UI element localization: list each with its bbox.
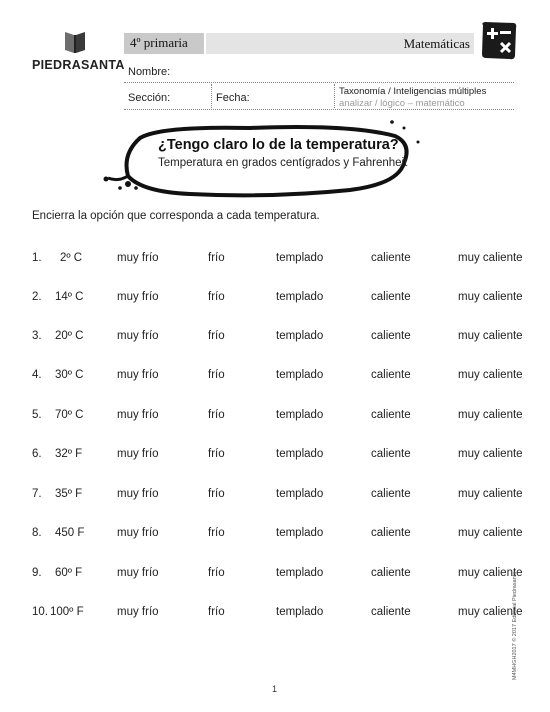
- option-muy-frio[interactable]: muy frío: [117, 448, 159, 460]
- item-number: 6.: [32, 448, 42, 460]
- option-caliente[interactable]: caliente: [371, 252, 411, 264]
- option-muy-caliente[interactable]: muy caliente: [458, 567, 523, 579]
- option-muy-frio[interactable]: muy frío: [117, 291, 159, 303]
- section-label: Sección:: [128, 92, 171, 104]
- option-muy-frio[interactable]: muy frío: [117, 527, 159, 539]
- section-divider: [211, 84, 212, 108]
- option-muy-caliente[interactable]: muy caliente: [458, 448, 523, 460]
- taxonomy-values: analizar / lógico – matemático: [339, 98, 465, 109]
- option-muy-frio[interactable]: muy frío: [117, 488, 159, 500]
- list-item: [0, 567, 550, 583]
- option-muy-caliente[interactable]: muy caliente: [458, 488, 523, 500]
- option-caliente[interactable]: caliente: [371, 409, 411, 421]
- activity-subtitle: Temperatura en grados centígrados y Fahrenheit: [158, 157, 408, 169]
- option-frio[interactable]: frío: [208, 369, 225, 381]
- section-line: [124, 109, 514, 110]
- item-number: 7.: [32, 488, 42, 500]
- option-muy-caliente[interactable]: muy caliente: [458, 252, 523, 264]
- math-operations-icon: [480, 21, 518, 61]
- list-item: [0, 448, 550, 464]
- option-caliente[interactable]: caliente: [371, 606, 411, 618]
- subject-label: Matemáticas: [403, 36, 470, 51]
- item-temperature: 14º C: [55, 291, 84, 303]
- date-divider: [334, 84, 335, 108]
- option-frio[interactable]: frío: [208, 606, 225, 618]
- option-frio[interactable]: frío: [208, 291, 225, 303]
- instructions: Encierra la opción que corresponda a cada temperatura.: [32, 210, 320, 222]
- option-caliente[interactable]: caliente: [371, 567, 411, 579]
- option-muy-caliente[interactable]: muy caliente: [458, 330, 523, 342]
- item-temperature: 60º F: [55, 567, 83, 579]
- copyright-note: M4MHGH2017 © 2017 Editorial Piedrasanta: [512, 571, 518, 680]
- list-item: [0, 252, 550, 268]
- item-temperature: 100º F: [50, 606, 84, 618]
- page-number: 1: [272, 684, 278, 694]
- book-logo-icon: [64, 30, 86, 54]
- list-item: [0, 291, 550, 307]
- option-frio[interactable]: frío: [208, 567, 225, 579]
- taxonomy-label: Taxonomía / Inteligencias múltiples: [339, 86, 487, 97]
- list-item: [0, 527, 550, 543]
- item-temperature: 30º C: [55, 369, 84, 381]
- option-muy-caliente[interactable]: muy caliente: [458, 369, 523, 381]
- option-frio[interactable]: frío: [208, 488, 225, 500]
- list-item: [0, 330, 550, 346]
- option-muy-frio[interactable]: muy frío: [117, 369, 159, 381]
- option-muy-frio[interactable]: muy frío: [117, 252, 159, 264]
- option-templado[interactable]: templado: [276, 488, 324, 500]
- list-item: [0, 409, 550, 425]
- option-frio[interactable]: frío: [208, 527, 225, 539]
- name-label: Nombre:: [128, 66, 171, 78]
- item-temperature: 70º C: [55, 409, 84, 421]
- option-templado[interactable]: templado: [276, 448, 324, 460]
- option-templado[interactable]: templado: [276, 291, 324, 303]
- option-templado[interactable]: templado: [276, 606, 324, 618]
- option-frio[interactable]: frío: [208, 330, 225, 342]
- option-frio[interactable]: frío: [208, 409, 225, 421]
- item-number: 1.: [32, 252, 42, 264]
- publisher-logo: PIEDRASANTA: [32, 58, 125, 72]
- option-templado[interactable]: templado: [276, 369, 324, 381]
- option-caliente[interactable]: caliente: [371, 527, 411, 539]
- option-muy-caliente[interactable]: muy caliente: [458, 409, 523, 421]
- item-number: 9.: [32, 567, 42, 579]
- list-item: [0, 606, 550, 622]
- item-number: 4.: [32, 369, 42, 381]
- option-frio[interactable]: frío: [208, 448, 225, 460]
- option-templado[interactable]: templado: [276, 409, 324, 421]
- option-muy-caliente[interactable]: muy caliente: [458, 291, 523, 303]
- list-item: [0, 488, 550, 504]
- item-number: 10.: [32, 606, 48, 618]
- option-muy-caliente[interactable]: muy caliente: [458, 606, 523, 618]
- item-temperature: 2º C: [60, 252, 83, 264]
- item-temperature: 20º C: [55, 330, 84, 342]
- option-templado[interactable]: templado: [276, 567, 324, 579]
- item-number: 3.: [32, 330, 42, 342]
- item-number: 8.: [32, 527, 42, 539]
- item-temperature: 450 F: [55, 527, 85, 539]
- option-muy-frio[interactable]: muy frío: [117, 606, 159, 618]
- option-templado[interactable]: templado: [276, 330, 324, 342]
- option-frio[interactable]: frío: [208, 252, 225, 264]
- option-caliente[interactable]: caliente: [371, 448, 411, 460]
- grade-label: 4º primaria: [130, 35, 188, 50]
- option-muy-frio[interactable]: muy frío: [117, 409, 159, 421]
- item-temperature: 32º F: [55, 448, 83, 460]
- activity-title: ¿Tengo claro lo de la temperatura?: [158, 137, 399, 153]
- option-templado[interactable]: templado: [276, 252, 324, 264]
- option-muy-caliente[interactable]: muy caliente: [458, 527, 523, 539]
- option-caliente[interactable]: caliente: [371, 369, 411, 381]
- option-muy-frio[interactable]: muy frío: [117, 330, 159, 342]
- list-item: [0, 369, 550, 385]
- option-caliente[interactable]: caliente: [371, 330, 411, 342]
- option-caliente[interactable]: caliente: [371, 488, 411, 500]
- item-number: 2.: [32, 291, 42, 303]
- date-label: Fecha:: [216, 92, 250, 104]
- name-line[interactable]: [124, 82, 514, 83]
- item-number: 5.: [32, 409, 42, 421]
- option-muy-frio[interactable]: muy frío: [117, 567, 159, 579]
- option-caliente[interactable]: caliente: [371, 291, 411, 303]
- item-temperature: 35º F: [55, 488, 83, 500]
- option-templado[interactable]: templado: [276, 527, 324, 539]
